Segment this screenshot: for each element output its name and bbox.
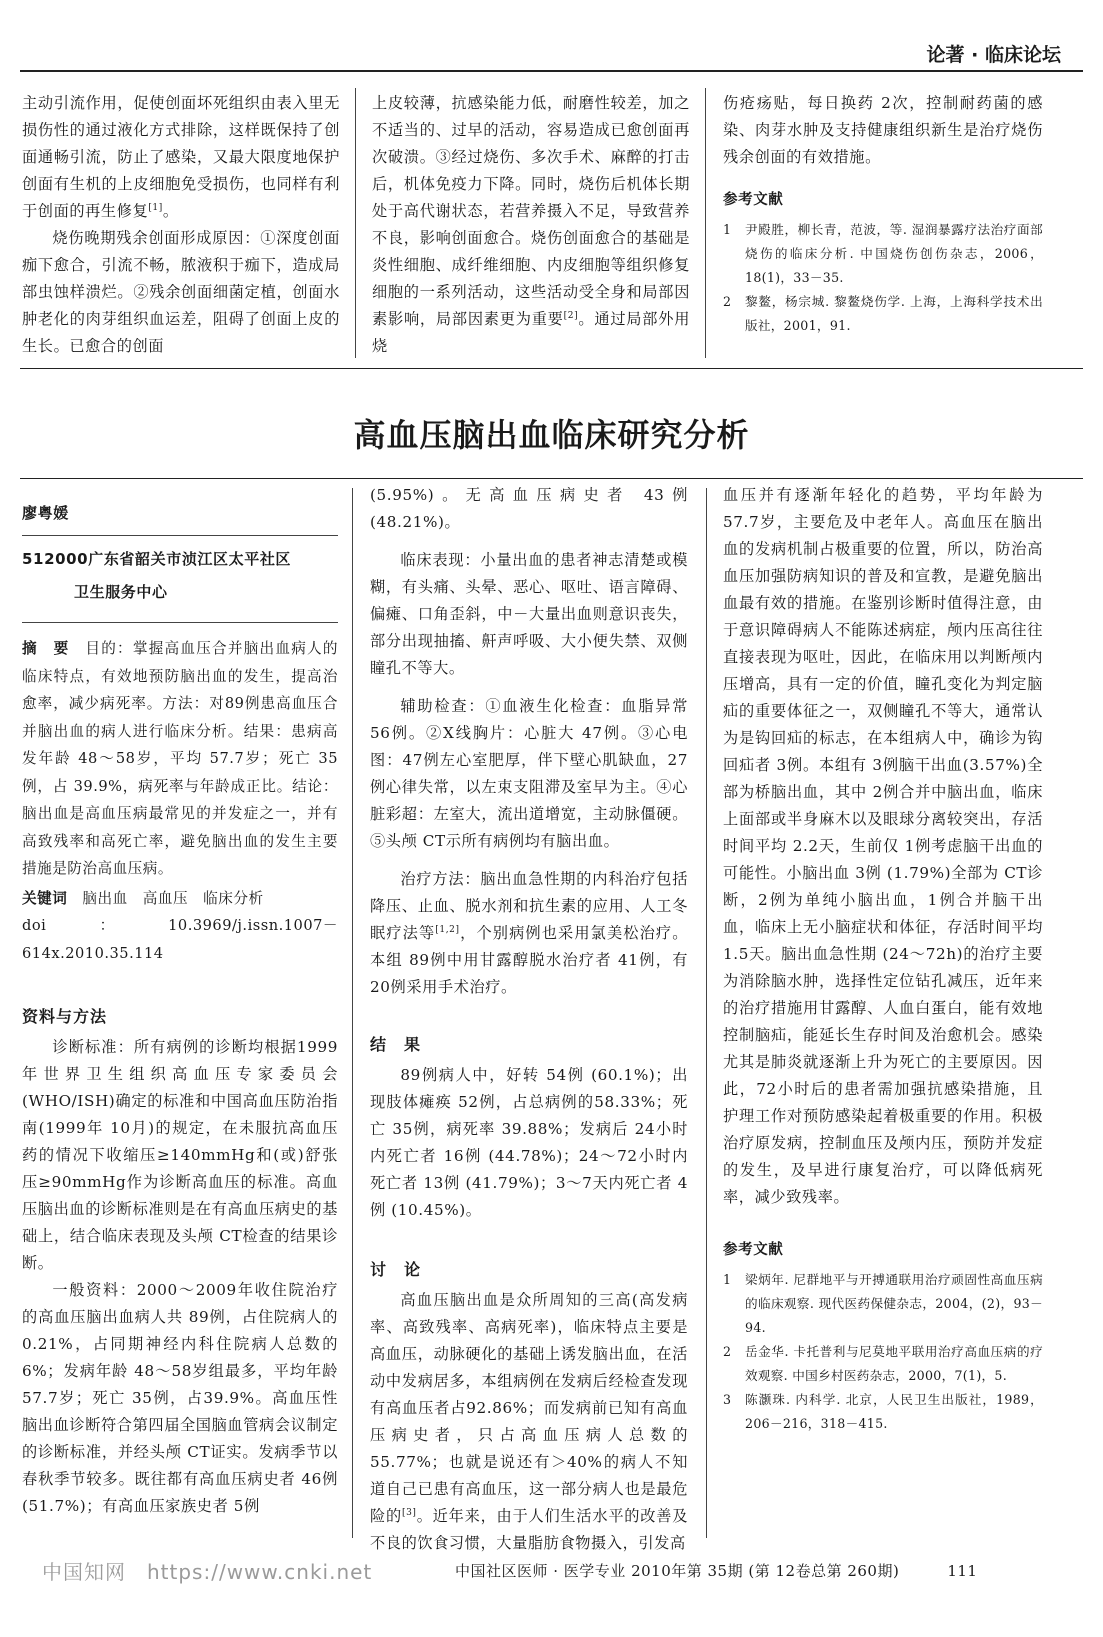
reference-text: 黎鳌，杨宗城. 黎鳌烧伤学. 上海，上海科学技术出版社，2001，91. <box>745 294 1043 333</box>
article-column-2 <box>370 482 688 1557</box>
reference-item <box>723 1268 1043 1340</box>
top-column-3 <box>723 90 1043 338</box>
column-divider <box>355 88 356 358</box>
reference-number: 2 <box>723 294 732 309</box>
reference-item <box>723 1388 1043 1436</box>
abstract-text: 目的：掌握高血压合并脑出血病人的临床特点，有效地预防脑出血的发生，提高治愈率，减少病死率。方法：对89例患高血压合并脑出血的病人进行临床分析。结果：患病高发年龄 48～58岁，平均 57.7岁；死亡 35例，占 39.9%，病死率与年龄成正比。结论：脑出血是高血压病最常见的并发症之一，并有高致残率和高死亡率，避免脑出血的发生主要措施是防治高血压病。 <box>22 640 338 877</box>
title-rule <box>20 478 1083 479</box>
top-column-1 <box>22 90 340 360</box>
article-title: 高血压脑出血临床研究分析 <box>353 416 750 454</box>
keywords <box>22 885 338 913</box>
abstract <box>22 635 338 883</box>
top-col1-para-1: 主动引流作用，促使创面坏死组织由表入里无损伤性的通过液化方式排除，这样既保持了创面通畅引流，防止了感染，又最大限度地保护创面有生机的上皮细胞免受损伤，也同样有利于创面的再生修复[1]。 <box>22 94 340 220</box>
reference-text: 岳金华. 卡托普利与尼莫地平联用治疗高血压病的疗效观察. 中国乡村医药杂志，2000，7(1)，5. <box>745 1344 1043 1383</box>
column-divider <box>706 488 707 1538</box>
discussion-text-b: 。近年来，由于人们生活水平的改善及不良的饮食习惯，大量脂肪食物摄入，引发高 <box>370 1507 689 1552</box>
auxiliary-exams: 辅助检查：①血液生化检查：血脂异常 56例。②X线胸片：心脏大 47例。③心电图：47例左心室肥厚，伴下壁心肌缺血，27例心律失常，以左束支阻滞及室早为主。④心脏彩超：左室大，流出道增宽，主动脉僵硬。⑤头颅 CT示所有病例均有脑出血。 <box>370 697 688 850</box>
author-rule <box>22 535 338 536</box>
reference-text: 尹殿胜，柳长青，范波，等. 湿润暴露疗法治疗面部烧伤的临床分析. 中国烧伤创伤杂志，2006，18(1)，33－35. <box>745 222 1043 285</box>
discussion-text <box>370 1287 688 1557</box>
discussion-continued: 血压并有逐渐年轻化的趋势，平均年龄为57.7岁，主要危及中老年人。高血压在脑出血的发病机制占极重要的位置，所以，防治高血压加强防病知识的普及和宣教，是避免脑出血最有效的措施。在鉴别诊断时值得注意，由于意识障碍病人不能陈述病症，颅内压高往往直接表现为呕吐，因此，在临床用以判断颅内压增高，具有一定的价值，瞳孔变化为判定脑疝的重要体征之一，双侧瞳孔不等大，通常认为是钩回疝的标志，在本组病人中，确诊为钩回疝者 3例。本组有 3例脑干出血(3.57%)全部为桥脑出血，其中 2例合并中脑出血，临床上面部或半身麻木以及眼球分离较突出，存活时间平均 2.2天，生前仅 1例考虑脑干出血的可能性。小脑出血 3例 (1.79%)全部为 CT诊断，2例为单纯小脑出血，1例合并脑干出血，临床上无小脑症状和体征，存活时间平均1.5天。脑出血急性期 (24～72h)的治疗主要为消除脑水肿，选择性定位钻孔减压，近年来的治疗措施用甘露醇、人血白蛋白，能有效地控制脑疝，能延长生存时间及治愈机会。感染尤其是肺炎就逐渐上升为死亡的主要原因。因此，72小时后的患者需加强抗感染措施，且护理工作对预防感染起着极重要的作用。积极治疗原发病，控制血压及颅内压，预防并发症的发生，及早进行康复治疗，可以降低病死率，减少致残率。 <box>723 486 1043 1206</box>
affiliation-line-1: 512000广东省韶关市浈江区太平社区 <box>22 550 292 568</box>
citation: [1] <box>148 202 163 213</box>
top-col2-para <box>372 90 690 360</box>
treatment-text-a: 治疗方法：脑出血急性期的内科治疗包括降压、止血、脱水剂和抗生素的应用、人工冬眠疗法等 <box>370 870 688 942</box>
reference-item <box>723 1340 1043 1388</box>
column-divider <box>705 88 706 358</box>
article-column-3 <box>723 482 1043 1436</box>
abstract-label: 摘 要 <box>22 640 70 657</box>
page-number: 111 <box>947 1562 978 1580</box>
reference-number: 1 <box>723 222 732 237</box>
column-divider <box>352 488 353 1538</box>
reference-number: 2 <box>723 1344 732 1359</box>
article-separator-rule <box>20 368 1083 369</box>
reference-text: 陈灏珠. 内科学. 北京，人民卫生出版社，1989，206－216，318－415. <box>745 1392 1043 1431</box>
author-name: 廖粤媛 <box>22 504 69 522</box>
reference-number: 1 <box>723 1272 732 1287</box>
top-col2-text-a: 上皮较薄，抗感染能力低，耐磨性较差，加之不适当的、过早的活动，容易造成已愈创面再次破溃。③经过烧伤、多次手术、麻醉的打击后，机体免疫力下降。同时，烧伤后机体长期处于高代谢状态，若营养摄入不足，导致营养不良，影响创面愈合。烧伤创面愈合的基础是炎性细胞、成纤维细胞、内皮细胞等组织修复细胞的一系列活动，这些活动受全身和局部因素影响，局部因素更为重要 <box>372 94 690 328</box>
discussion-heading: 讨 论 <box>370 1260 422 1279</box>
methods-heading: 资料与方法 <box>22 1007 108 1026</box>
top-references-title: 参考文献 <box>723 192 784 208</box>
references-title: 参考文献 <box>723 1242 784 1258</box>
article-column-1 <box>22 500 338 1520</box>
top-col2-text-b: 。通过局部外用烧 <box>372 310 690 355</box>
methods-para-1: 诊断标准：所有病例的诊断均根据1999年世界卫生组织高血压专家委员会(WHO/ISH)确定的标准和中国高血压防治指南(1999年 10月)的规定，在未服抗高血压药的情况下收缩压≥140mmHg和(或)舒张压≥90mmHg作为诊断高血压的标准。高血压脑出血的诊断标准则是在有高血压病史的基础上，结合临床表现及头颅 CT检查的结果诊断。 <box>22 1038 338 1272</box>
section-tag: 论著 · 临床论坛 <box>926 44 1061 66</box>
doi: doi：10.3969/j.issn.1007－614x.2010.35.114 <box>22 917 338 962</box>
results-text: 89例病人中，好转 54例 (60.1%)；出现肢体瘫痪 52例，占总病例的58.33%；死亡 35例，病死率 39.88%；发病后 24小时内死亡者 16例 (44.78%)；24～72小时内死亡者 13例 (41.79%)；3～7天内死亡者 4例 (10.45%)。 <box>370 1066 688 1219</box>
journal-info: 中国社区医师 · 医学专业 2010年第 35期 (第 12卷总第 260期) <box>455 1562 900 1580</box>
general-data-continued: (5.95%)。无高血压病史者 43例(48.21%)。 <box>370 486 688 531</box>
citation: [2] <box>563 310 579 321</box>
clinical-presentation: 临床表现：小量出血的患者神志清楚或模糊，有头痛、头晕、恶心、呕吐、语言障碍、偏瘫、口角歪斜，中－大量出血则意识丧失，部分出现抽搐、鼾声呼吸、大小便失禁、双侧瞳孔不等大。 <box>370 551 688 677</box>
top-reference-item <box>723 218 1043 290</box>
header-rule <box>20 70 1083 72</box>
affiliation-line-2: 卫生服务中心 <box>74 583 168 601</box>
treatment-methods <box>370 866 688 1001</box>
top-col1-para-2: 烧伤晚期残余创面形成原因：①深度创面痂下愈合，引流不畅，脓液积于痂下，造成局部虫蚀样溃烂。②残余创面细菌定植，创面水肿老化的肉芽组织血运差，阻碍了创面上皮的生长。已愈合的创面 <box>22 229 340 355</box>
treatment-text-b: ，个别病例也采用氯美松治疗。本组 89例中用甘露醇脱水治疗者 41例，有 20例采用手术治疗。 <box>370 924 688 996</box>
page-footer <box>455 1560 977 1581</box>
reference-number: 3 <box>723 1392 732 1407</box>
keywords-label: 关键词 <box>22 889 68 907</box>
affiliation-rule <box>22 622 338 623</box>
top-reference-item <box>723 290 1043 338</box>
cnki-watermark: 中国知网 https://www.cnki.net <box>42 1560 373 1584</box>
top-col3-para: 伤疮疡贴，每日换药 2次，控制耐药菌的感染、肉芽水肿及支持健康组织新生是治疗烧伤残余创面的有效措施。 <box>723 94 1043 166</box>
citation: [1,2] <box>435 924 460 935</box>
reference-text: 梁炳年. 尼群地平与开搏通联用治疗顽固性高血压病的临床观察. 现代医药保健杂志，2004，(2)，93－94. <box>745 1272 1043 1335</box>
keywords-text: 脑出血 高血压 临床分析 <box>82 889 264 907</box>
results-heading: 结 果 <box>370 1035 422 1054</box>
citation: [3] <box>401 1507 417 1518</box>
discussion-text-a: 高血压脑出血是众所周知的三高(高发病率、高致残率、高病死率)，临床特点主要是高血压，动脉硬化的基础上诱发脑出血，在活动中发病居多，本组病例在发病后经检查发现有高血压者占92.86%；而发病前已知有高血压病史者，只占高血压病人总数的 55.77%；也就是说还有＞40%的病人不知道自己已患有高血压，这一部分病人也是最危险的 <box>370 1291 688 1525</box>
top-col1-text-1: 主动引流作用，促使创面坏死组织由表入里无损伤性的通过液化方式排除，这样既保持了创面通畅引流，防止了感染，又最大限度地保护创面有生机的上皮细胞免受损伤，也同样有利于创面的再生修复 <box>22 94 340 220</box>
methods-para-2: 一般资料：2000～2009年收住院治疗的高血压脑出血病人共 89例，占住院病人的 0.21%，占同期神经内科住院病人总数的 6%；发病年龄 48～58岁组最多，平均年龄 57.7岁；死亡 35例，占39.9%。高血压性脑出血诊断符合第四届全国脑血管病会议制定的诊断标准，并经头颅 CT证实。发病季节以春秋季节较多。既往都有高血压病史者 46例(51.7%)；有高血压家族史者 5例 <box>22 1281 338 1515</box>
top-column-2 <box>372 90 690 360</box>
